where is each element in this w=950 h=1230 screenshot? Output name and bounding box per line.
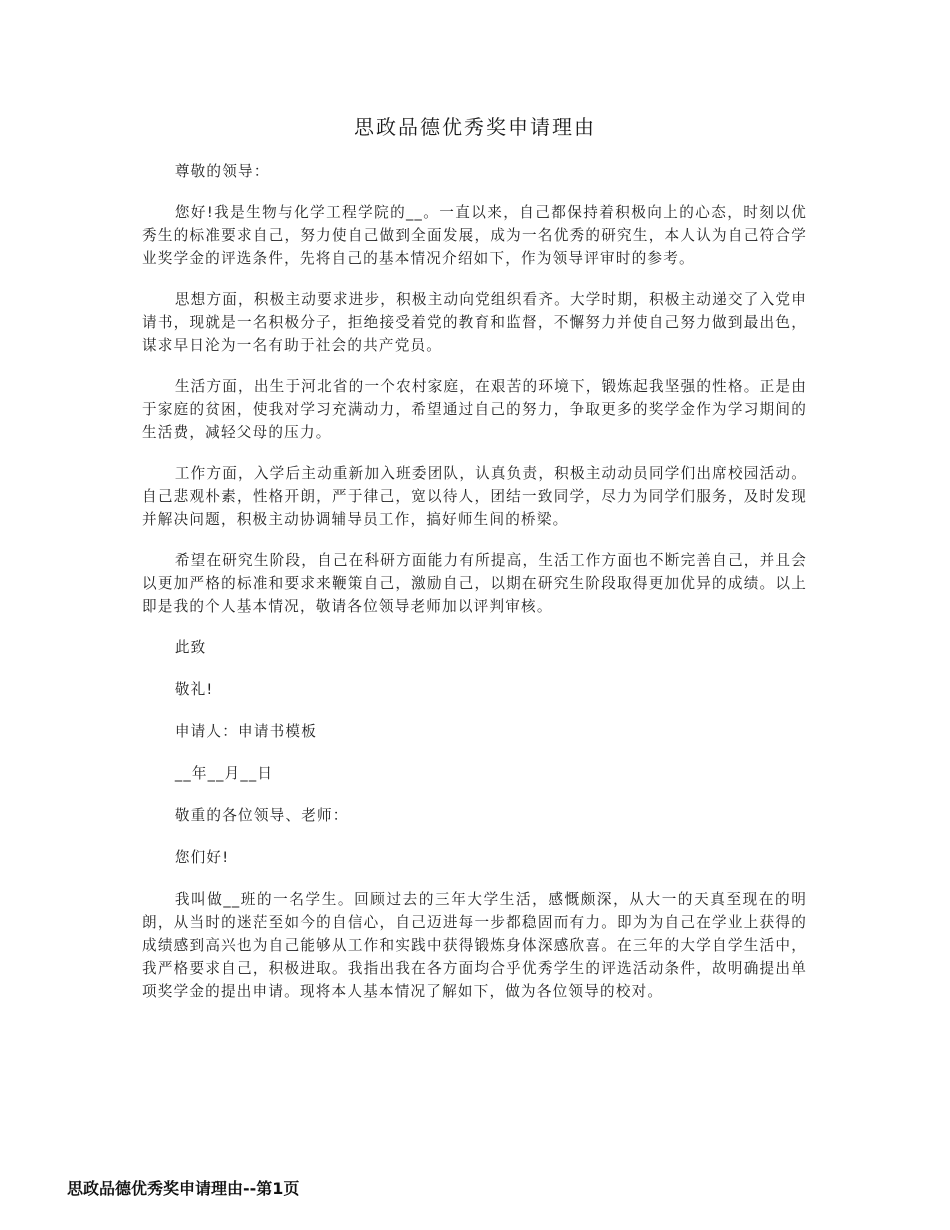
- document-body: [142, 160, 807, 1021]
- paragraph-intro: 您好!我是生物与化学工程学院的__。一直以来，自己都保持着积极向上的心态，时刻以优秀生的标准要求自己，努力使自己做到全面发展，成为一名优秀的研究生，本人认为自己符合学业奖学金的评选条件，先将自己的基本情况介绍如下，作为领导评审时的参考。: [142, 204, 807, 267]
- closing-jingli: 敬礼!: [174, 681, 214, 698]
- applicant-line: 申请人：申请书模板: [174, 723, 317, 740]
- paragraph-hope: 希望在研究生阶段，自己在科研方面能力有所提高，生活工作方面也不断完善自己，并且会以更加严格的标准和要求来鞭策自己，激励自己，以期在研究生阶段取得更加优异的成绩。以上即是我的个人基本情况，敬请各位领导老师加以评判审核。: [142, 552, 807, 615]
- paragraph-life: 生活方面，出生于河北省的一个农村家庭，在艰苦的环境下，锻炼起我坚强的性格。正是由于家庭的贫困，使我对学习充满动力，希望通过自己的努力，争取更多的奖学金作为学习期间的生活费，减轻父母的压力。: [142, 378, 807, 441]
- document-title: 思政品德优秀奖申请理由: [354, 115, 596, 139]
- salutation: 尊敬的领导：: [174, 163, 270, 180]
- paragraph-work: 工作方面，入学后主动重新加入班委团队，认真负责，积极主动动员同学们出席校园活动。自己悲观朴素，性格开朗，严于律己，宽以待人，团结一致同学，尽力为同学们服务，及时发现并解决问题，积极主动协调辅导员工作，搞好师生间的桥梁。: [142, 465, 807, 528]
- page-footer: 思政品德优秀奖申请理由--第1页: [67, 1179, 300, 1198]
- greeting-line: 您们好!: [174, 849, 230, 866]
- second-salutation: 敬重的各位领导、老师：: [174, 807, 349, 824]
- paragraph-thought: 思想方面，积极主动要求进步，积极主动向党组织看齐。大学时期，积极主动递交了入党申请书，现就是一名积极分子，拒绝接受着党的教育和监督，不懈努力并使自己努力做到最出色，谋求早日沦为一名有助于社会的共产党员。: [142, 291, 807, 354]
- date-line: __年__月__日: [174, 765, 274, 782]
- paragraph-self-intro: 我叫做__班的一名学生。回顾过去的三年大学生活，感慨颇深，从大一的天真至现在的明朗，从当时的迷茫至如今的自信心，自己迈进每一步都稳固而有力。即为为自己在学业上获得的成绩感到高兴也为自己能够从工作和实践中获得锻炼身体深感欣喜。在三年的大学自学生活中，我严格要求自己，积极进取。我指出我在各方面均合乎优秀学生的评选活动条件，故明确提出单项奖学金的提出申请。现将本人基本情况了解如下，做为各位领导的校对。: [142, 891, 807, 1000]
- closing-cizhi: 此致: [174, 639, 207, 656]
